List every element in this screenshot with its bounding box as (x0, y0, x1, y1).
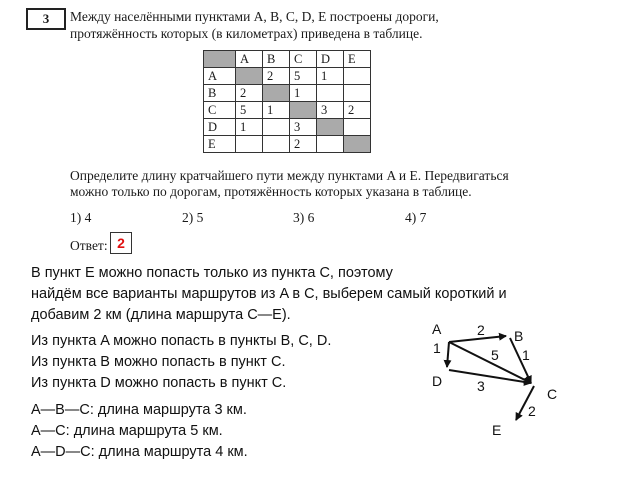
explanation-line: A—D—C: длина маршрута 4 км. (31, 444, 248, 460)
table-header-cell: D (317, 51, 344, 68)
explanation-line: найдём все варианты маршрутов из A в C, выберем самый короткий и (31, 286, 507, 302)
graph-node-b: B (514, 328, 524, 344)
table-cell: 1 (236, 119, 263, 136)
explanation-line: В пункт E можно попасть только из пункта C, поэтому (31, 265, 393, 281)
table-cell: 2 (290, 136, 317, 153)
option-3: 3) 6 (293, 210, 315, 225)
option-1: 1) 4 (70, 210, 92, 225)
graph-weight-dc: 3 (477, 378, 485, 394)
answer-label: Ответ: (70, 238, 108, 253)
table-cell: 3 (317, 102, 344, 119)
table-row-label: A (204, 68, 236, 85)
graph-node-c: C (547, 386, 558, 402)
graph-weight-ab: 2 (477, 322, 485, 338)
graph-weight-ce: 2 (528, 403, 536, 419)
table-row-label: B (204, 85, 236, 102)
explanation-line: Из пункта B можно попасть в пункт C. (31, 354, 286, 370)
table-cell: 5 (236, 102, 263, 119)
table-row-label: D (204, 119, 236, 136)
option-4: 4) 7 (405, 210, 427, 225)
explanation-line: A—C: длина маршрута 5 км. (31, 423, 223, 439)
table-cell: 2 (344, 102, 371, 119)
table-header-cell: B (263, 51, 290, 68)
explanation-line: Из пункта A можно попасть в пункты B, C, D. (31, 333, 332, 349)
explanation-line: A—B—C: длина маршрута 3 км. (31, 402, 247, 418)
graph-node-d: D (432, 373, 443, 389)
edge-a-d (447, 342, 449, 367)
table-cell: 2 (263, 68, 290, 85)
task-statement-line1: Между населёнными пунктами A, B, C, D, E построены дороги, (70, 9, 439, 24)
explanation-line: Из пункта D можно попасть в пункт C. (31, 375, 287, 391)
table-header-cell: E (344, 51, 371, 68)
graph-weight-bc: 1 (522, 347, 530, 363)
task-number: 3 (26, 8, 66, 30)
table-cell: 3 (290, 119, 317, 136)
question-line2: можно только по дорогам, протяжённость которых указана в таблице. (70, 184, 472, 199)
graph-weight-ad: 1 (433, 340, 441, 356)
task-statement-line2: протяжённость которых (в километрах) приведена в таблице. (70, 26, 423, 41)
graph-node-a: A (432, 321, 442, 337)
table-cell: 1 (263, 102, 290, 119)
answer-value: 2 (110, 232, 132, 254)
table-row-label: E (204, 136, 236, 153)
table-header-cell: C (290, 51, 317, 68)
table-cell: 2 (236, 85, 263, 102)
question-line1: Определите длину кратчайшего пути между пунктами A и E. Передвигаться (70, 168, 509, 183)
table-header-cell: A (236, 51, 263, 68)
explanation-line: добавим 2 км (длина маршрута C—E). (31, 307, 291, 323)
table-cell: 5 (290, 68, 317, 85)
table-cell: 1 (317, 68, 344, 85)
table-row-label: C (204, 102, 236, 119)
graph-node-e: E (492, 422, 502, 438)
option-2: 2) 5 (182, 210, 204, 225)
table-cell: 1 (290, 85, 317, 102)
graph-weight-ac: 5 (491, 347, 499, 363)
